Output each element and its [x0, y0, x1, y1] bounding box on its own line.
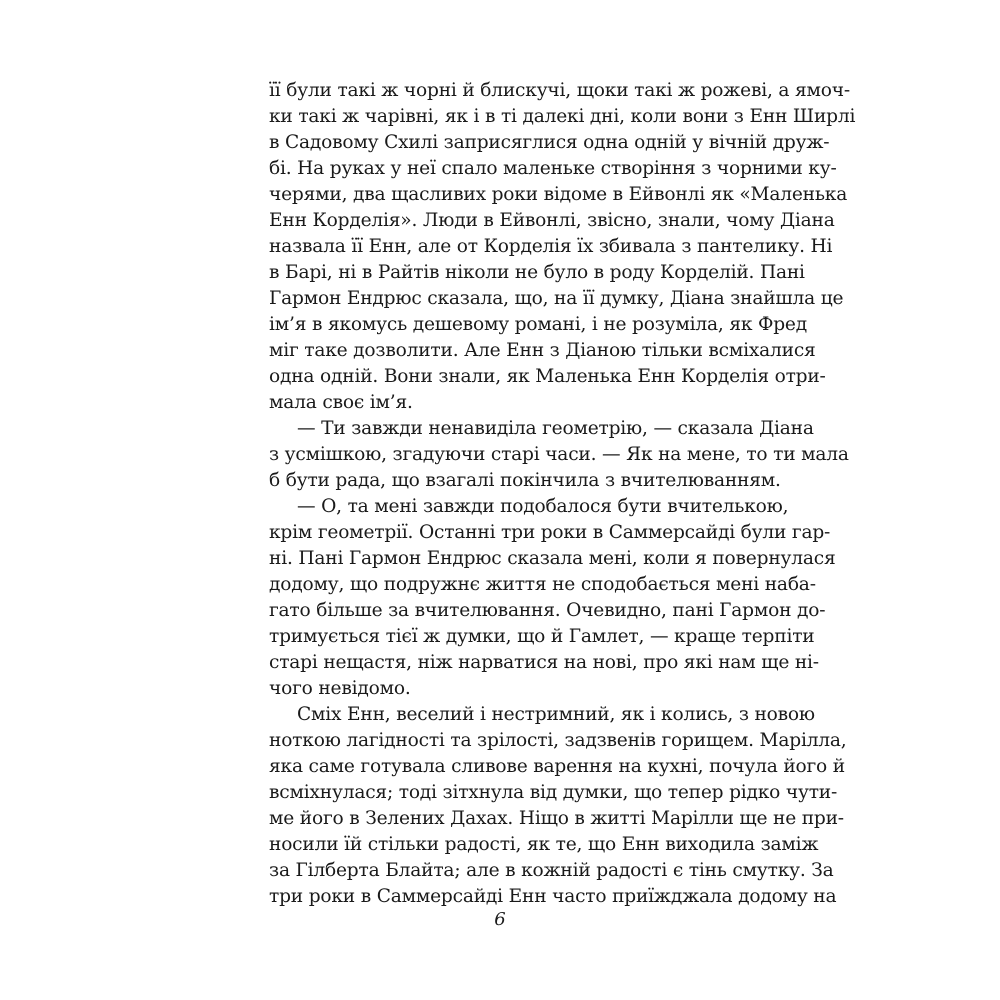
- text-line: яка саме готувала сливове варення на кухні, почула його й: [269, 756, 845, 777]
- text-line: ноткою лагідності та зрілості, задзвенів горищем. Марілла,: [269, 730, 847, 751]
- text-line: за Гілберта Блайта; але в кожній радості є тінь смутку. За: [269, 860, 834, 881]
- text-line: Енн Корделія». Люди в Ейвонлі, звісно, знали, чому Діана: [269, 210, 835, 231]
- text-line: — Ти завжди ненавиділа геометрію, — сказала Діана: [297, 418, 814, 439]
- text-line: черями, два щасливих роки відоме в Ейвонлі як «Маленька: [269, 184, 848, 205]
- text-line: тримується тієї ж думки, що й Гамлет, — краще терпіти: [269, 626, 815, 647]
- text-line: назвала її Енн, але от Корделія їх збивала з пантелику. Ні: [269, 236, 833, 257]
- text-line: чого невідомо.: [269, 678, 411, 699]
- text-line: крім геометрії. Останні три роки в Саммерсайді були гар-: [269, 522, 831, 543]
- text-line: Сміх Енн, веселий і нестримний, як і колись, з новою: [297, 704, 815, 725]
- text-line: міг таке дозволити. Але Енн з Діаною тільки всміхалися: [269, 340, 816, 361]
- text-line: три роки в Саммерсайді Енн часто приїжджала додому на: [269, 886, 837, 907]
- text-line: в Садовому Схилі заприсяглися одна одній у вічній друж-: [269, 132, 830, 153]
- text-line: Гармон Ендрюс сказала, що, на її думку, Діана знайшла це: [269, 288, 844, 309]
- text-line: мала своє ім’я.: [269, 392, 413, 413]
- text-line: ім’я в якомусь дешевому романі, і не розуміла, як Фред: [269, 314, 807, 335]
- text-line: бі. На руках у неї спало маленьке створіння з чорними ку-: [269, 158, 837, 179]
- text-line: її були такі ж чорні й блискучі, щоки такі ж рожеві, а ямоч-: [269, 80, 850, 101]
- text-line: ме його в Зелених Дахах. Ніщо в житті Марілли ще не при-: [269, 808, 844, 829]
- text-line: додому, що подружнє життя не сподобається мені наба-: [269, 574, 816, 595]
- text-line: ні. Пані Гармон Ендрюс сказала мені, коли я повернулася: [269, 548, 836, 569]
- text-line: старі нещастя, ніж нарватися на нові, про які нам ще ні-: [269, 652, 819, 673]
- page-number: 6: [494, 909, 506, 930]
- text-line: ки такі ж чарівні, як і в ті далекі дні, коли вони з Енн Ширлі: [269, 106, 856, 127]
- text-line: б бути рада, що взагалі покінчила з вчителюванням.: [269, 470, 781, 491]
- text-line: носили їй стільки радості, як те, що Енн виходила заміж: [269, 834, 819, 855]
- text-line: в Барі, ні в Райтів ніколи не було в роду Корделій. Пані: [269, 262, 805, 283]
- text-line: одна одній. Вони знали, як Маленька Енн Корделія отри-: [269, 366, 826, 387]
- text-line: з усмішкою, згадуючи старі часи. — Як на мене, то ти мала: [269, 444, 849, 465]
- text-line: — О, та мені завжди подобалося бути вчителькою,: [297, 496, 789, 517]
- text-line: всміхнулася; тоді зітхнула від думки, що тепер рідко чути-: [269, 782, 838, 803]
- text-line: гато більше за вчителювання. Очевидно, пані Гармон до-: [269, 600, 826, 621]
